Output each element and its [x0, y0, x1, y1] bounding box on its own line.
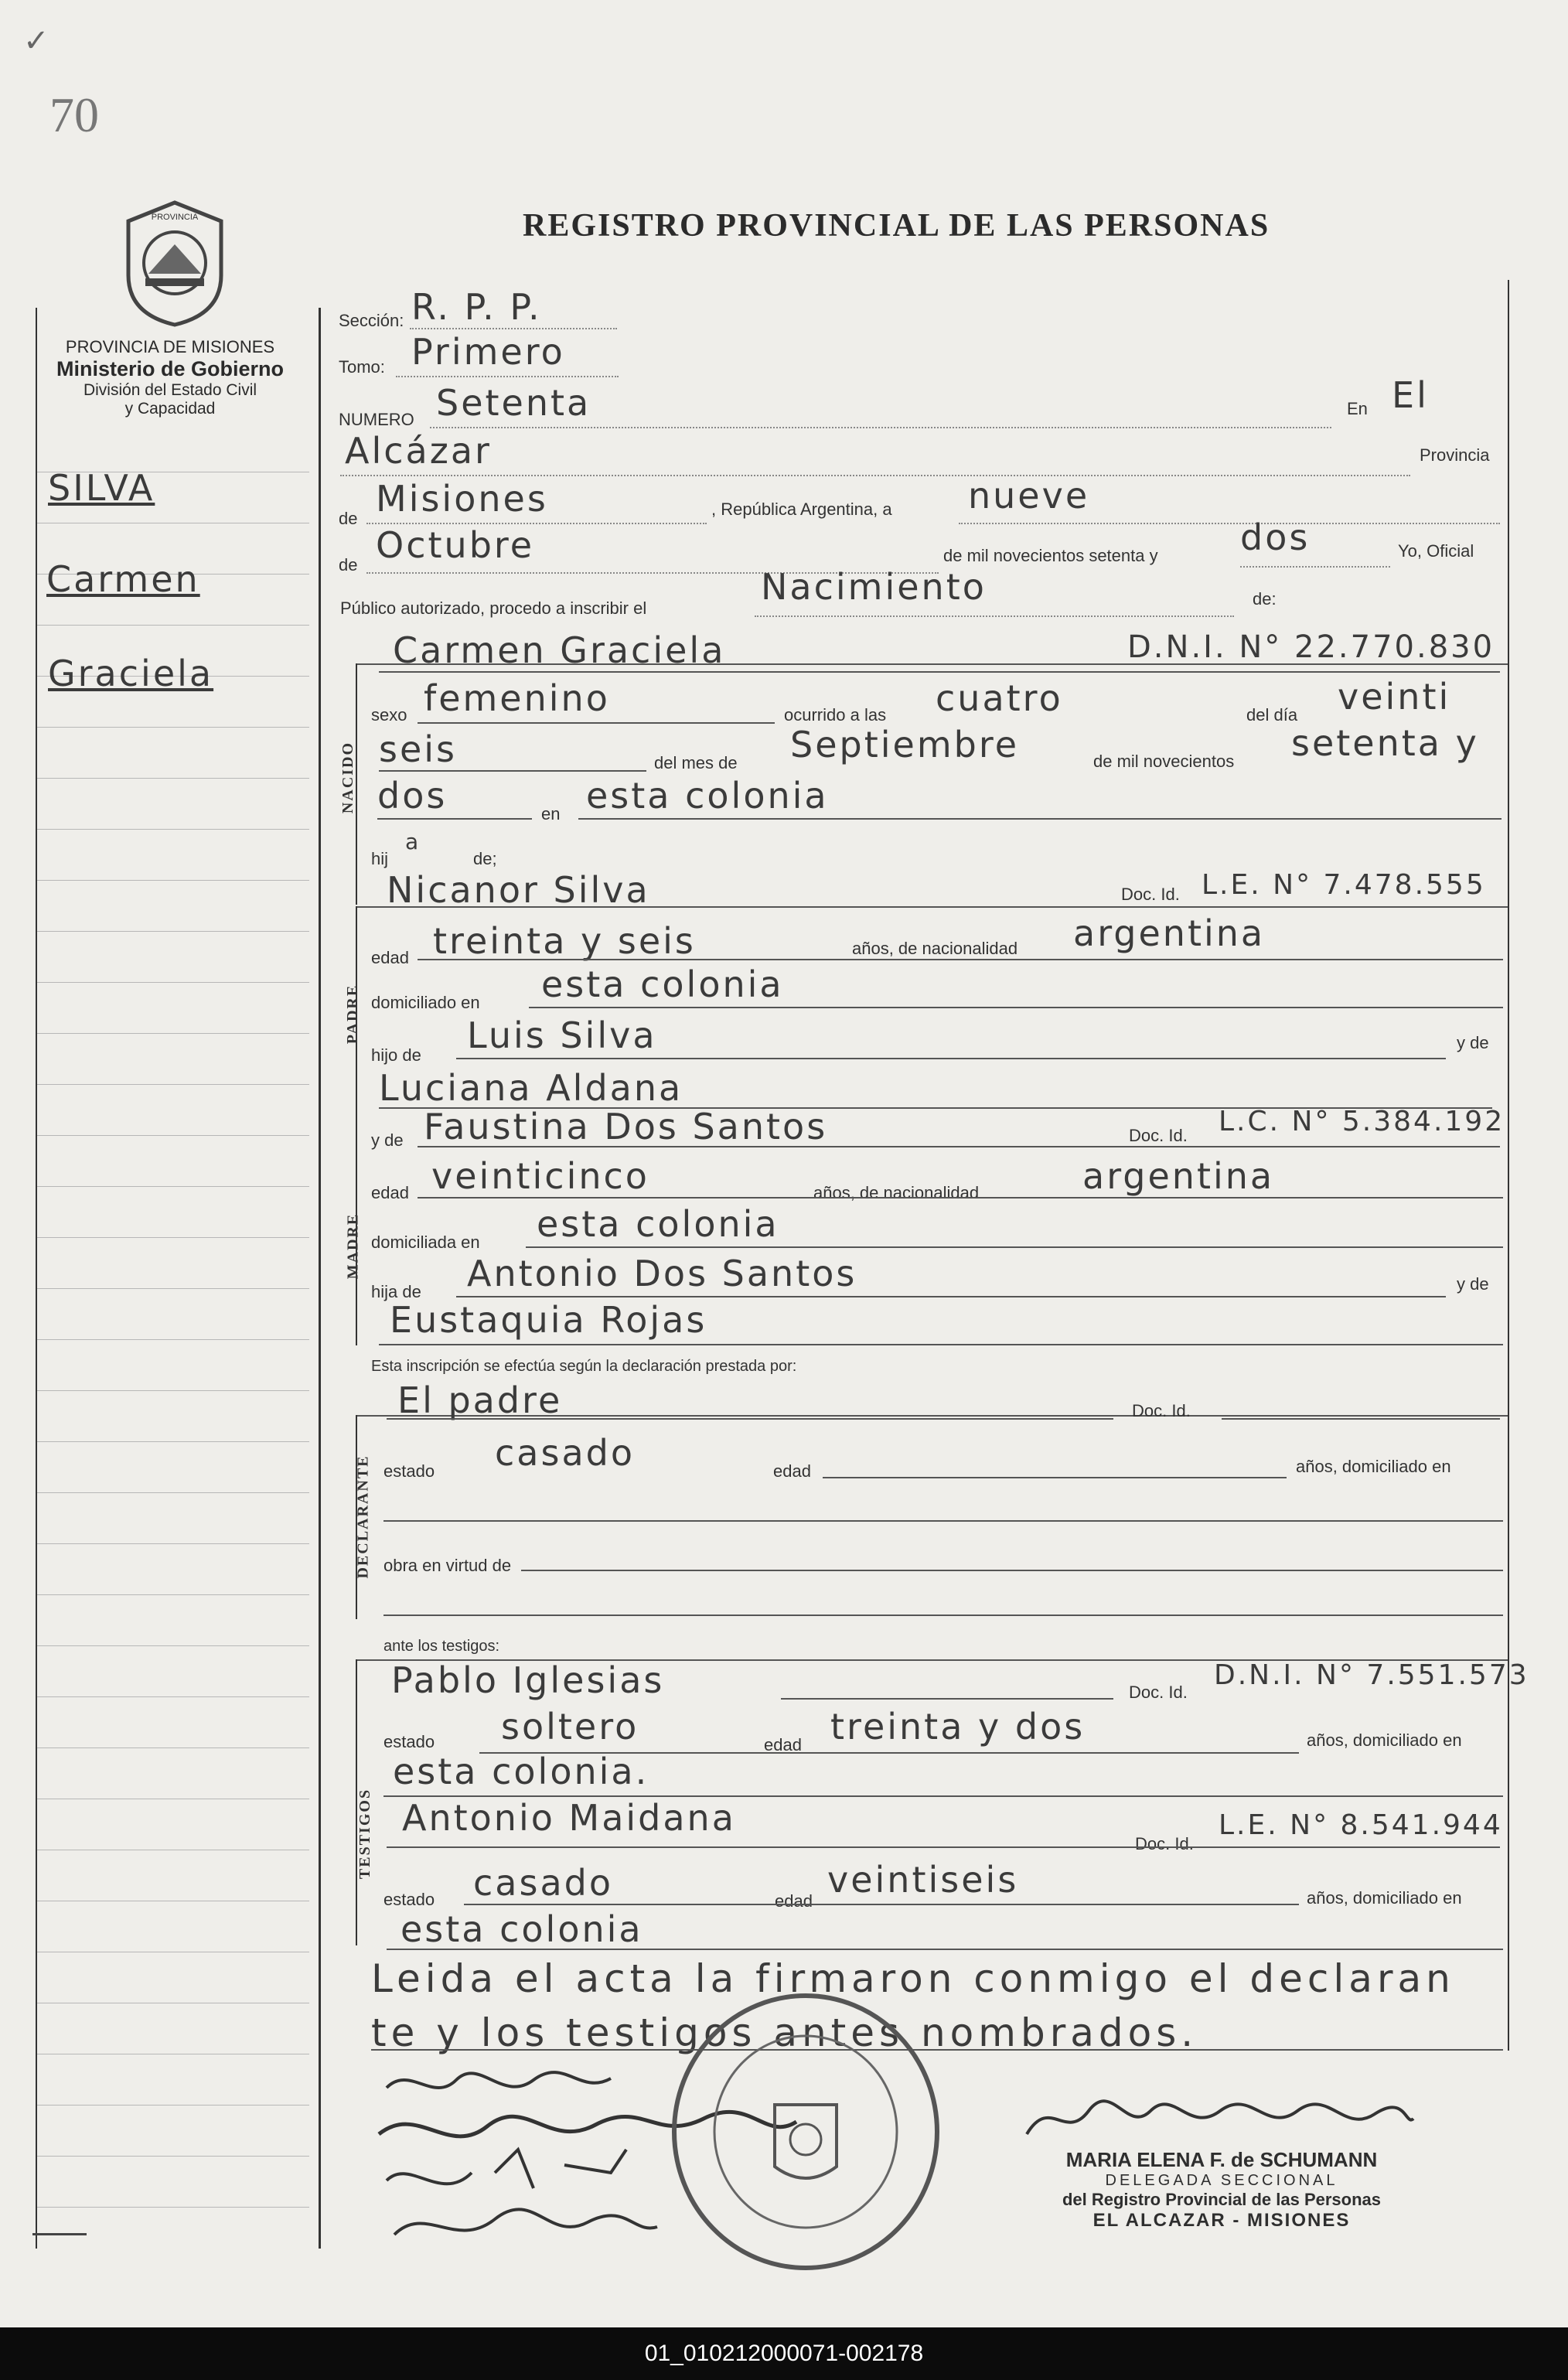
- en-value: El: [1392, 374, 1429, 416]
- hijo-label: hij: [371, 849, 389, 868]
- declarante-nombre: El padre: [397, 1379, 563, 1421]
- dia-b-value: seis: [379, 728, 458, 770]
- nacido-lugar: esta colonia: [586, 775, 829, 817]
- official-office: del Registro Provincial de las Personas: [1062, 2190, 1382, 2209]
- declarante-doc-label: Doc. Id.: [1132, 1401, 1191, 1420]
- footer-id: 01_010212000071-002178: [644, 2341, 924, 2366]
- madre-nacionalidad: argentina: [1082, 1155, 1275, 1197]
- margin-surname: SILVA: [48, 467, 155, 509]
- margin-given-name-1: Carmen: [46, 558, 200, 600]
- declarante-estado-label: estado: [383, 1461, 435, 1481]
- authority-capacity: y Capacidad: [124, 400, 216, 418]
- corner-mark: [32, 2233, 87, 2235]
- declarante-anios-label: años, domiciliado en: [1296, 1457, 1451, 1476]
- mil-label: de mil novecientos setenta y: [943, 546, 1158, 565]
- section-testigos: TESTIGOS: [356, 1788, 374, 1880]
- testigo1-estado: soltero: [501, 1706, 639, 1747]
- testigo2-edad: veintiseis: [827, 1859, 1019, 1901]
- yo-label: Yo, Oficial: [1398, 541, 1474, 561]
- margin-given-name-2: Graciela: [48, 653, 214, 694]
- sexo-label: sexo: [371, 705, 407, 725]
- testigo2-nombre: Antonio Maidana: [402, 1797, 736, 1839]
- provincia-value: Misiones: [376, 478, 548, 520]
- testigo1-anios-label: años, domiciliado en: [1307, 1730, 1462, 1750]
- lugar-value: Alcázar: [345, 430, 492, 472]
- hora-value: cuatro: [936, 677, 1063, 719]
- anio-value: dos: [1240, 517, 1311, 558]
- madre-domicilio: esta colonia: [537, 1203, 779, 1245]
- section-padre: PADRE: [344, 984, 362, 1045]
- main-left-border: [319, 308, 321, 2249]
- mes-label: del mes de: [654, 753, 738, 772]
- publico-label: Público autorizado, procedo a inscribir el: [340, 598, 647, 618]
- testigo2-doc: L.E. N° 8.541.944: [1219, 1809, 1503, 1841]
- en-label-2: en: [541, 804, 561, 823]
- official-seal-icon: [666, 1989, 945, 2275]
- dia-a-value: veinti: [1338, 676, 1451, 718]
- padre-y-de-label: y de: [1457, 1033, 1489, 1052]
- padre-edad-label: edad: [371, 948, 409, 967]
- padre-edad: treinta y seis: [433, 920, 696, 962]
- padre-madre-de: Luciana Aldana: [379, 1067, 683, 1109]
- en-label: En: [1347, 399, 1368, 418]
- testigo1-doc: D.N.I. N° 7.551.573: [1214, 1659, 1529, 1691]
- dia-value: nueve: [968, 475, 1090, 517]
- padre-hijo-label: hijo de: [371, 1045, 421, 1065]
- madre-domicilio-label: domiciliada en: [371, 1233, 480, 1252]
- authority-province: PROVINCIA DE MISIONES: [65, 337, 275, 356]
- madre-padre-de: Antonio Dos Santos: [467, 1253, 857, 1294]
- madre-nombre: Faustina Dos Santos: [424, 1106, 828, 1147]
- official-place: EL ALCAZAR - MISIONES: [1092, 2210, 1351, 2231]
- section-nacido: NACIDO: [339, 741, 357, 814]
- numero-label: NUMERO: [339, 410, 414, 429]
- testigo1-doc-label: Doc. Id.: [1129, 1683, 1188, 1702]
- nacido-nombre: Carmen Graciela: [393, 629, 726, 671]
- sexo-value: femenino: [424, 677, 610, 719]
- declarante-edad-label: edad: [773, 1461, 811, 1481]
- declarante-estado: casado: [495, 1432, 635, 1474]
- dia-label: del día: [1246, 705, 1298, 725]
- madre-y-de-label: y de: [371, 1130, 404, 1150]
- margin-left-border: [36, 308, 37, 2249]
- testigo2-anios-label: años, domiciliado en: [1307, 1888, 1462, 1908]
- padre-domicilio: esta colonia: [541, 963, 784, 1005]
- official-signature: [1019, 2088, 1421, 2150]
- authority-ministry: Ministerio de Gobierno: [56, 357, 285, 380]
- province-emblem-icon: [118, 198, 232, 329]
- madre-edad-label: edad: [371, 1183, 409, 1202]
- testigo1-estado-label: estado: [383, 1732, 435, 1751]
- de-label-1: de: [339, 509, 358, 528]
- svg-text:PROVINCIA: PROVINCIA: [151, 213, 199, 222]
- check-mark: ✓: [23, 24, 49, 58]
- footer-id-bar: [0, 2327, 1568, 2380]
- tomo-label: Tomo:: [339, 357, 385, 377]
- nacido-dni: D.N.I. N° 22.770.830: [1127, 629, 1495, 665]
- madre-edad: veinticinco: [431, 1155, 649, 1197]
- provincia-label: Provincia: [1420, 445, 1490, 465]
- madre-madre-de: Eustaquia Rojas: [390, 1299, 707, 1341]
- seccion-value: R. P. P.: [411, 286, 542, 328]
- official-name: MARIA ELENA F. de SCHUMANN: [1065, 2148, 1378, 2171]
- testigo2-estado-label: estado: [383, 1890, 435, 1909]
- main-right-border: [1508, 280, 1509, 2051]
- madre-hija-label: hija de: [371, 1282, 421, 1301]
- testigo2-estado: casado: [473, 1862, 613, 1904]
- testigo1-edad: treinta y dos: [830, 1706, 1086, 1747]
- nacido-mes: Septiembre: [790, 724, 1020, 765]
- nacido-anio-b: dos: [377, 775, 448, 817]
- tomo-value: Primero: [411, 331, 565, 373]
- seccion-label: Sección:: [339, 311, 404, 330]
- mes-value: Octubre: [376, 524, 535, 566]
- official-title: DELEGADA SECCIONAL: [1105, 2172, 1338, 2189]
- anio-label: de mil novecientos: [1093, 752, 1235, 771]
- nacido-anio: setenta y: [1291, 722, 1479, 764]
- testigo2-doc-label: Doc. Id.: [1135, 1834, 1194, 1853]
- testigo1-domicilio: esta colonia.: [393, 1751, 649, 1792]
- padre-nombre: Nicanor Silva: [387, 869, 650, 911]
- de-label-2: de: [339, 555, 358, 575]
- padre-anios-label: años, de nacionalidad: [852, 939, 1018, 958]
- hijo-de-label: de;: [473, 849, 497, 868]
- section-madre: MADRE: [344, 1212, 362, 1280]
- padre-doc-label: Doc. Id.: [1121, 885, 1180, 904]
- madre-doc: L.C. N° 5.384.192: [1219, 1106, 1505, 1137]
- padre-padre-de: Luis Silva: [467, 1014, 657, 1056]
- section-declarante: DECLARANTE: [354, 1454, 372, 1579]
- official-stamp: [997, 2148, 1446, 2232]
- padre-domicilio-label: domiciliado en: [371, 993, 480, 1012]
- testigo1-nombre: Pablo Iglesias: [391, 1659, 665, 1701]
- acto-value: Nacimiento: [761, 566, 987, 608]
- testigo1-edad-label: edad: [764, 1735, 802, 1754]
- madre-y-de-label-2: y de: [1457, 1274, 1489, 1294]
- de-colon-label: de:: [1253, 589, 1277, 609]
- closing-line-2: te y los testigos antes nombrados.: [371, 2010, 1198, 2055]
- declarante-intro: Esta inscripción se efectúa según la declaración prestada por:: [371, 1358, 797, 1375]
- declarante-obra-label: obra en virtud de: [383, 1556, 512, 1575]
- padre-nacionalidad: argentina: [1073, 912, 1266, 954]
- madre-anios-label: años, de nacionalidad: [813, 1183, 980, 1202]
- ocurrido-label: ocurrido a las: [784, 705, 887, 725]
- numero-value: Setenta: [436, 382, 591, 424]
- page-number: 70: [49, 87, 99, 142]
- authority-division: División del Estado Civil: [83, 381, 257, 399]
- republica-label: , República Argentina, a: [711, 500, 892, 519]
- closing-line-1: Leida el acta la firmaron conmigo el declaran: [371, 1956, 1455, 2001]
- testigo2-edad-label: edad: [775, 1891, 813, 1911]
- testigo2-domicilio: esta colonia: [401, 1908, 643, 1950]
- hijo-suffix: a: [405, 829, 421, 854]
- padre-doc: L.E. N° 7.478.555: [1202, 869, 1486, 901]
- authority-block: [23, 337, 317, 418]
- madre-doc-label: Doc. Id.: [1129, 1126, 1188, 1145]
- document-title: REGISTRO PROVINCIAL DE LAS PERSONAS: [523, 208, 1270, 244]
- testigos-intro: ante los testigos:: [383, 1638, 500, 1655]
